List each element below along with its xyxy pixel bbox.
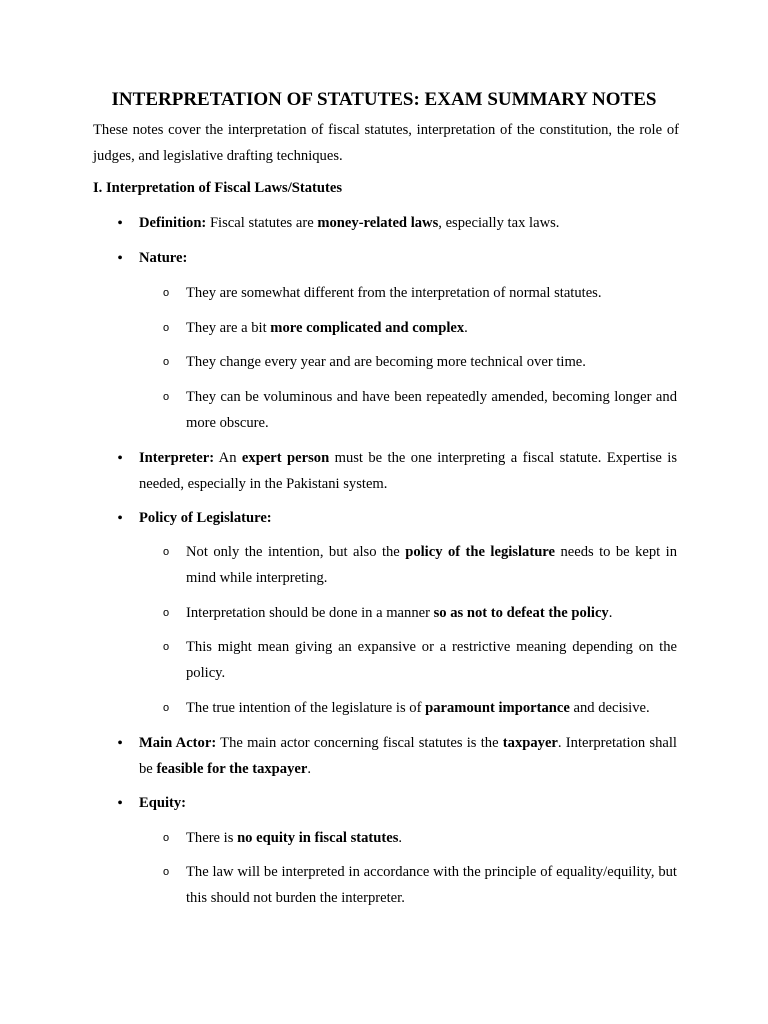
sub-item-nature-2: o They are a bit more complicated and complex. xyxy=(186,316,677,342)
sub-bullet-icon: o xyxy=(162,546,170,558)
bullet-item-nature xyxy=(117,246,677,272)
sub-bullet-icon: o xyxy=(162,832,170,844)
item-label: Nature: xyxy=(139,250,188,266)
sub-item-nature-4: o They can be voluminous and have been repeatedly amended, becoming longer and more obscure. xyxy=(186,385,677,436)
bullet-item-policy xyxy=(117,506,677,532)
sub-item-equity-2: o The law will be interpreted in accordance with the principle of equality/equility, but this should not burden the interpreter. xyxy=(186,860,677,911)
bullet-icon: • xyxy=(117,795,123,812)
sub-item-policy-3: o This might mean giving an expansive or a restrictive meaning depending on the policy. xyxy=(186,635,677,686)
sub-bullet-icon: o xyxy=(162,607,170,619)
bullet-icon: • xyxy=(117,735,123,752)
sub-bullet-icon: o xyxy=(162,391,170,403)
bullet-item-interpreter: • Interpreter: An expert person must be the one interpreting a fiscal statute. Expertise is needed, especially in the Pakistani system. xyxy=(139,446,677,497)
item-label: Interpreter: xyxy=(139,450,215,466)
bullet-item-equity xyxy=(117,791,677,817)
sub-item-equity-1: o There is no equity in fiscal statutes. xyxy=(186,826,677,852)
item-label: Policy of Legislature: xyxy=(139,510,272,526)
bullet-icon: • xyxy=(117,450,123,467)
sub-item-policy-2: o Interpretation should be done in a manner so as not to defeat the policy. xyxy=(186,601,677,627)
section-heading-fiscal: I. Interpretation of Fiscal Laws/Statutes xyxy=(93,180,343,196)
bullet-icon: • xyxy=(117,510,123,527)
bullet-icon: • xyxy=(117,215,123,232)
sub-item-policy-4: o The true intention of the legislature is of paramount importance and decisive. xyxy=(186,696,677,722)
document-title: INTERPRETATION OF STATUTES: EXAM SUMMARY NOTES xyxy=(111,89,657,110)
item-label: Definition: xyxy=(139,215,207,231)
sub-bullet-icon: o xyxy=(162,356,170,368)
item-label: Main Actor: xyxy=(139,735,217,751)
sub-bullet-icon: o xyxy=(162,287,170,299)
sub-bullet-icon: o xyxy=(162,866,170,878)
intro-paragraph: These notes cover the interpretation of fiscal statutes, interpretation of the constitution, the role of judges, and legislative drafting techniques. xyxy=(93,122,679,164)
bullet-icon: • xyxy=(117,250,123,267)
bullet-item-definition: • Definition: Fiscal statutes are money-related laws, especially tax laws. xyxy=(139,211,677,237)
sub-item-nature-3: o They change every year and are becoming more technical over time. xyxy=(186,350,677,376)
sub-bullet-icon: o xyxy=(162,641,170,653)
sub-bullet-icon: o xyxy=(162,322,170,334)
sub-item-policy-1: o Not only the intention, but also the policy of the legislature needs to be kept in mind while interpreting. xyxy=(186,540,677,591)
bullet-item-main-actor: • Main Actor: The main actor concerning fiscal statutes is the taxpayer. Interpretation shall be feasible for the taxpayer. xyxy=(139,731,677,782)
sub-item-nature-1: o They are somewhat different from the interpretation of normal statutes. xyxy=(186,281,677,307)
sub-bullet-icon: o xyxy=(162,702,170,714)
item-label: Equity: xyxy=(139,795,187,811)
